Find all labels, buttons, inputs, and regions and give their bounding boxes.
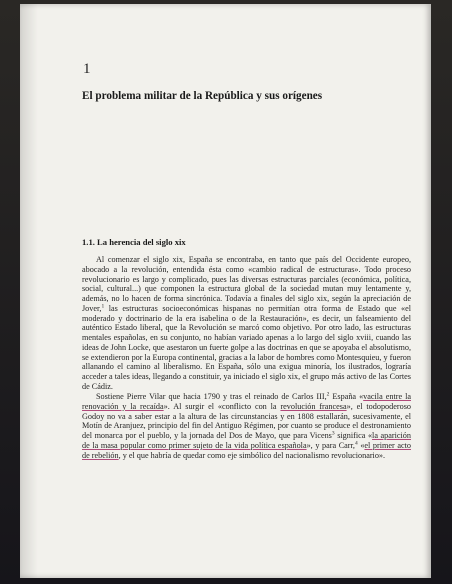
- underlined-passage: vacila entre la renovación y la recaída: [82, 392, 411, 411]
- paragraph: [82, 255, 411, 392]
- chapter-title: El problema militar de la República y sus orígenes: [82, 90, 323, 102]
- underlined-passage: la aparición de la masa popular como primer sujeto de la vida política española: [82, 431, 411, 450]
- text-run: significa «: [334, 431, 373, 440]
- text-run: », el todopoderoso Godoy no va a saber estar a la altura de las circunstancias y en 1808 estallarán, sucesivamente, el Motín de Aranjuez, principio del fin del Antiguo Régimen, por cuanto se produce el destronamiento del monarca por el pueblo, y la jornada del Dos de Mayo, que para Vicens: [82, 401, 411, 440]
- text-run: Al comenzar el siglo xix, España se encontraba, en tanto que país del Occidente europeo, abocado a la revolución, entendida ésta como «cambio radical de estructuras». Todo proceso revolucionario es largo y complicado, pues las diversas estructuras parciales (económica, política, social, cultural...) que componen la estructura global de la sociedad mutan muy lentamente y, además, no lo hacen de forma sincrónica. Todavía a finales del siglo xix, según la apreciación de Jover,: [82, 255, 411, 313]
- text-run: », y para Carr,: [306, 440, 355, 450]
- footnote-marker: 2: [326, 391, 330, 398]
- page-gutter-shadow: [20, 4, 38, 578]
- paragraph: [82, 392, 411, 460]
- footnote-marker: 4: [354, 440, 358, 447]
- text-run: , y el que habría de quedar como eje simbólico del nacionalismo revolucionario».: [118, 450, 386, 460]
- section-heading: 1.1. La herencia del siglo xix: [82, 237, 186, 247]
- text-run: ». Al surgir el «conflicto con la: [163, 401, 281, 411]
- text-run: las estructuras socioeconómicas hispanas no permitían otra forma de Estado que «el moderado y doctrinario de la era isabelina o de la Restauración», es decir, un falseamiento del auténtico Estado liberal, que la Revolución se marcó como objetivo. Por otro lado, las estructuras mentales españolas, en su conjunto, no habían variado apenas a lo largo del siglo xviii, cuando las ideas de John Locke, que asestaron un fuerte golpe a las doctrinas en que se apoyaba el absolutismo, se extendieron por la Europa continental, gracias a la labor de hombres como Montesquieu, y fueron allanando el camino al liberalismo. En España, sólo una exigua minoría, los ilustrados, lograría acceder a tales ideas, llegando a constituir, ya iniciado el siglo xix, el grupo más activo de las Cortes de Cádiz.: [82, 303, 411, 391]
- footnote-marker: 3: [331, 430, 335, 437]
- body-text: [82, 255, 411, 460]
- underlined-passage: el primer acto de rebelión: [82, 440, 411, 460]
- text-run: España «: [329, 392, 364, 401]
- text-run: «: [357, 440, 365, 450]
- book-page: [20, 4, 431, 578]
- underlined-passage: revolución francesa: [280, 401, 347, 411]
- chapter-number: 1: [83, 61, 91, 77]
- footnote-marker: 1: [101, 303, 105, 310]
- text-run: Sostiene Pierre Vilar que hacia 1790 y tras el reinado de Carlos III,: [96, 392, 327, 401]
